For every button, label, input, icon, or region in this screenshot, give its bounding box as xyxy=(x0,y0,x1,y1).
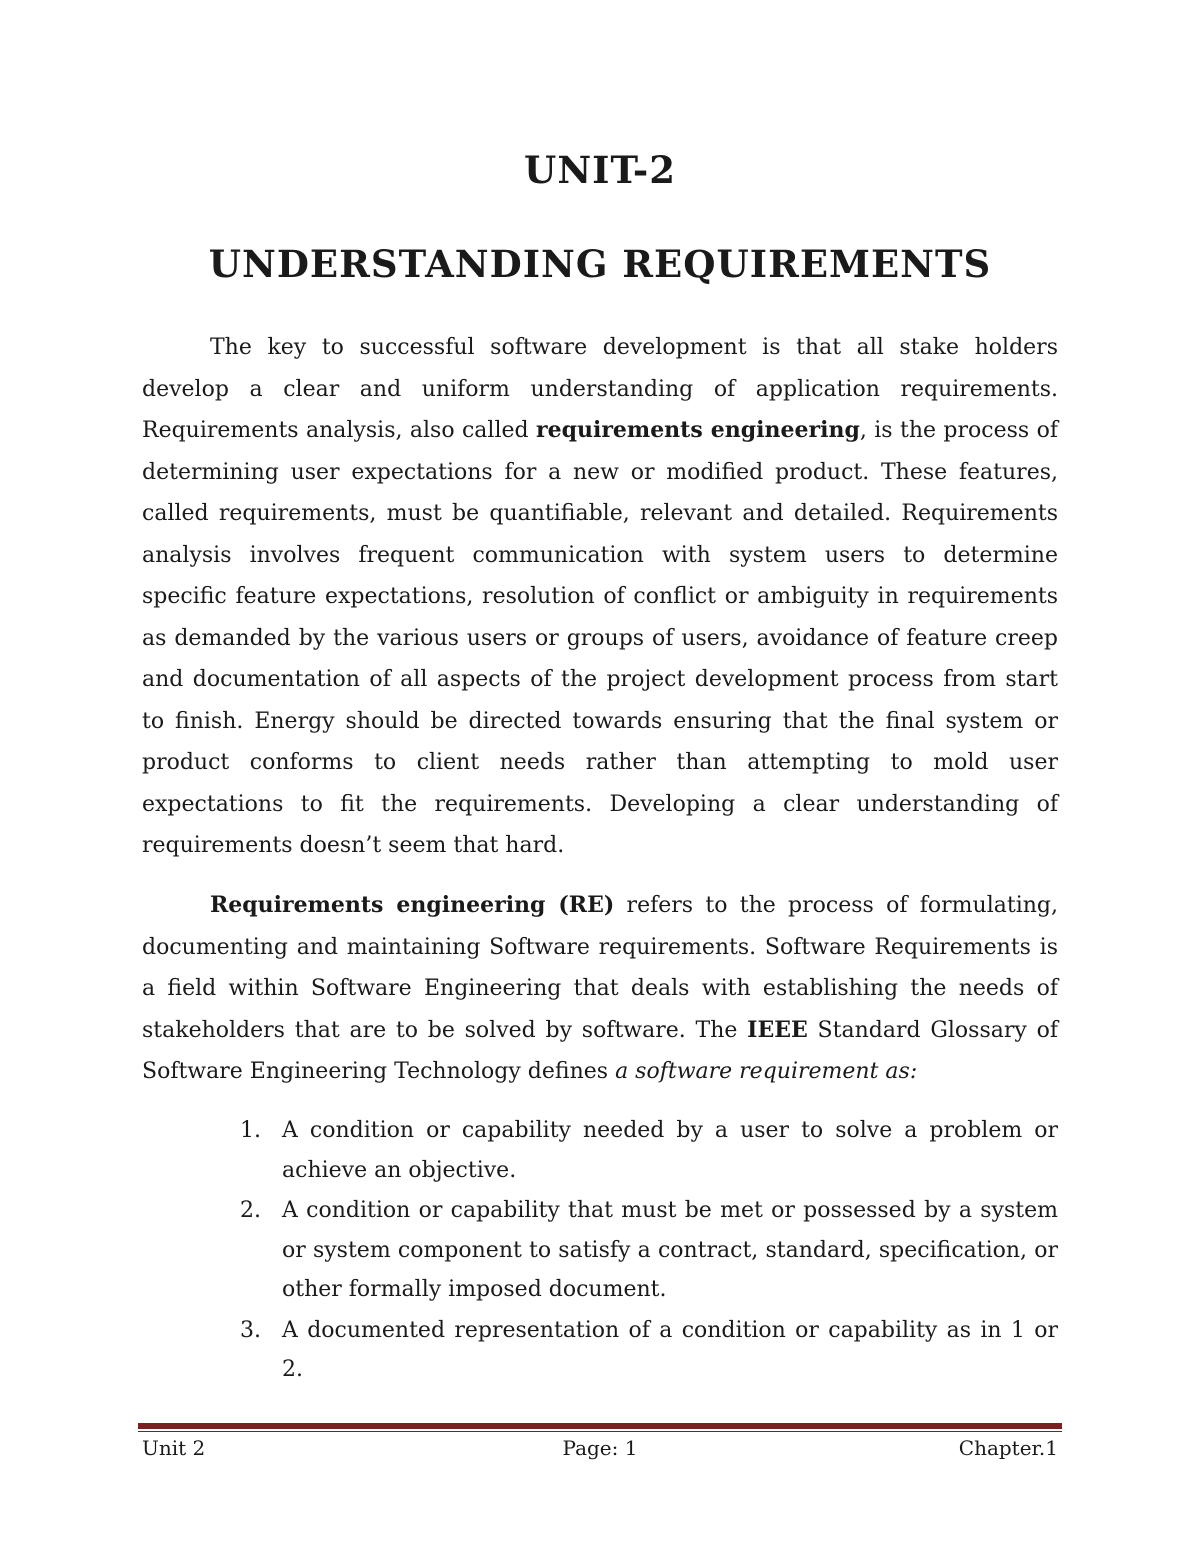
re-text-1: refers to the process of formulating, documenting and maintaining Software requirements. Software Requirements is a field within Software Engineering that deals with establishing the needs of stakeholders that are to be solved by software. The xyxy=(142,893,1058,1043)
requirement-definitions-list xyxy=(240,1111,1058,1391)
list-item xyxy=(240,1191,1058,1310)
re-italic-phrase: a software requirement as: xyxy=(615,1059,918,1084)
intro-text-2: , is the process of determining user expectations for a new or modified product. These features, called requirements, must be quantifiable, relevant and detailed. Requirements analysis involves frequent communication with system users to determine specific feature expectations, resolution of conflict or ambiguity in requirements as demanded by the various users or groups of users, avoidance of feature creep and documentation of all aspects of the project development process from start to finish. Energy should be directed towards ensuring that the final system or product conforms to client needs rather than attempting to mold user expectations to fit the requirements. Developing a clear understanding of requirements doesn’t seem that hard. xyxy=(142,418,1058,858)
list-item-number: 1. xyxy=(240,1118,261,1143)
unit-title: UNIT-2 xyxy=(524,148,676,192)
list-item-number: 3. xyxy=(240,1317,261,1343)
list-item-number: 2. xyxy=(240,1198,261,1223)
ieee-bold: IEEE xyxy=(747,1016,808,1043)
page-footer xyxy=(142,1434,1058,1462)
list-item xyxy=(240,1111,1058,1190)
page-title: UNDERSTANDING REQUIREMENTS xyxy=(208,242,992,286)
re-definition-paragraph xyxy=(142,885,1058,1093)
intro-bold-term: requirements engineering xyxy=(536,417,860,443)
list-item-text: A condition or capability that must be met or possessed by a system or system component to satisfy a contract, standard, specification, or other formally imposed document. xyxy=(282,1198,1058,1302)
intro-paragraph xyxy=(142,327,1058,867)
footer-chapter: Chapter.1 xyxy=(958,1436,1058,1460)
re-text-2: Standard Glossary of Software Engineering Technology defines xyxy=(142,1017,1058,1084)
list-item-text: A documented representation of a condition or capability as in 1 or 2. xyxy=(282,1317,1058,1382)
footer-page-number: Page: 1 xyxy=(562,1436,638,1460)
footer-divider-thin xyxy=(138,1431,1062,1432)
footer-unit: Unit 2 xyxy=(142,1436,206,1460)
footer-divider xyxy=(138,1423,1062,1429)
list-item xyxy=(240,1311,1058,1390)
intro-text-1: The key to successful software development is that all stake holders develop a clear and uniform understanding of application requirements. Requirements analysis, also called xyxy=(142,335,1058,443)
list-item-text: A condition or capability needed by a user to solve a problem or achieve an objective. xyxy=(282,1118,1058,1183)
re-bold-term: Requirements engineering (RE) xyxy=(210,892,615,918)
